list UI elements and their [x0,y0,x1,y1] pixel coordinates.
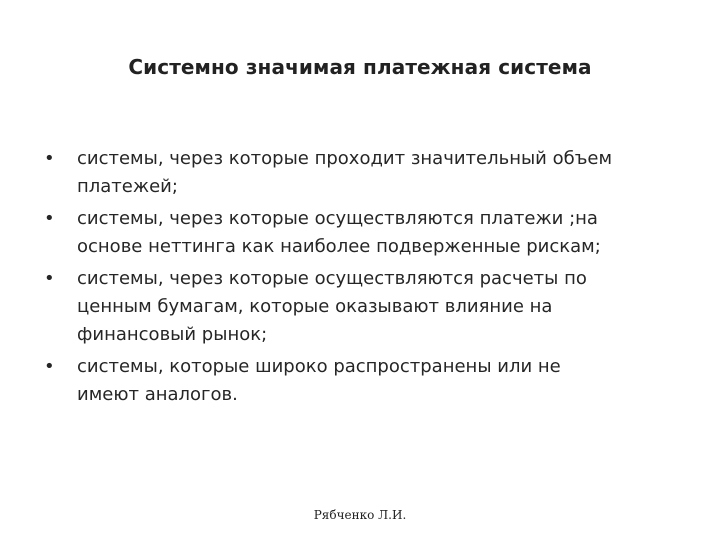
bullet-text-line: системы, через которые осуществляются расчеты по [77,268,587,289]
bullet-text-line: имеют аналогов. [77,384,238,405]
bullet-list [44,145,674,413]
bullet-marker: • [44,208,55,229]
bullet-item [44,353,674,409]
bullet-marker: • [44,148,55,169]
bullet-text-line: платежей; [77,176,178,197]
footer-author: Рябченко Л.И. [313,508,407,522]
bullet-text-line: системы, через которые проходит значительный объем [77,148,613,169]
bullet-marker: • [44,268,55,289]
slide-title: Системно значимая платежная система [128,55,592,79]
bullet-text-line: финансовый рынок; [77,324,268,345]
bullet-text-line: ценным бумагам, которые оказывают влияние на [77,296,553,317]
bullet-item [44,205,674,261]
bullet-item [44,265,674,349]
bullet-marker: • [44,356,55,377]
bullet-text-line: системы, через которые осуществляются платежи ;на [77,208,598,229]
bullet-text-line: основе неттинга как наиболее подверженные рискам; [77,236,601,257]
bullet-item [44,145,674,201]
bullet-text-line: системы, которые широко распространены или не [77,356,561,377]
